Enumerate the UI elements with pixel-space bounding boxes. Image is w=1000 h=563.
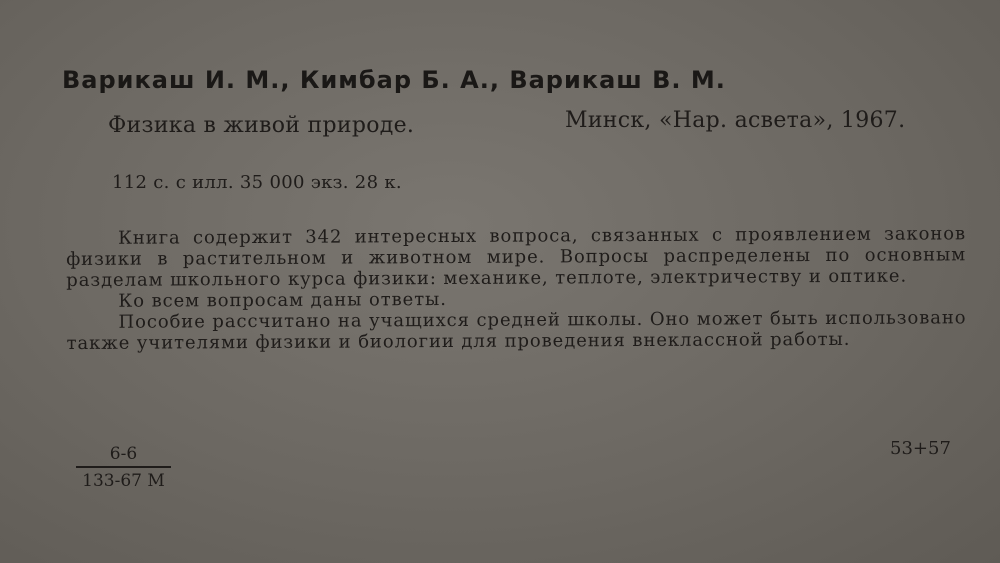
- classification-code: 53+57: [890, 438, 951, 459]
- index-fraction: [76, 444, 171, 491]
- abstract-paragraph-1: Книга содержит 342 интересных вопроса, связанных с проявлением законов физики в растительном и животном мире. Вопросы распределены по основным разделам школьного курса физики: механике, теплоте, электричеству и оптике.: [66, 223, 967, 291]
- abstract: [66, 223, 967, 354]
- publisher-info: Минск, «Нар. асвета», 1967.: [565, 108, 906, 133]
- book-title: Физика в живой природе.: [108, 113, 415, 138]
- index-denominator: 133-67 М: [82, 471, 165, 491]
- abstract-paragraph-3: Пособие рассчитано на учащихся средней школы. Оно может быть использовано также учителями физики и биологии для проведения внеклассной работы.: [66, 307, 967, 354]
- index-numerator: 6-6: [109, 444, 138, 464]
- abstract-paragraph-2: Ко всем вопросам даны ответы.: [118, 289, 447, 312]
- authors-line: Варикаш И. М., Кимбар Б. А., Варикаш В. М.: [62, 66, 726, 94]
- book-details: 112 с. с илл. 35 000 экз. 28 к.: [112, 172, 402, 193]
